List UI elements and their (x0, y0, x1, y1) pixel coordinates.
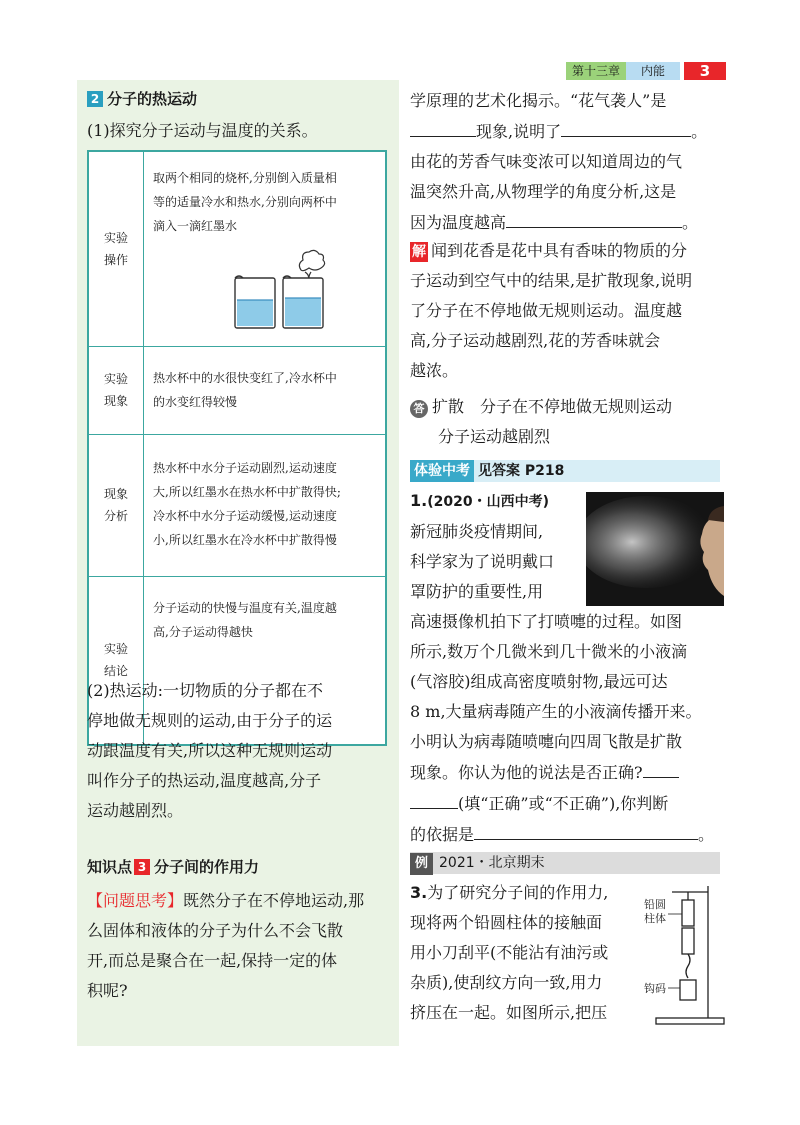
solution-block: 解 闻到花香是花中具有香味的物质的分 子运动到空气中的结果,是扩散现象,说明 了分子在不停地做无规则运动。温度越 高,分子运动越剧烈,花的芳香味就会 越浓。 (410, 241, 693, 380)
experiment-table (87, 150, 387, 746)
example-tag: 例 (410, 853, 433, 875)
table-row (89, 152, 385, 347)
example-source: 2021・北京期末 (439, 855, 545, 871)
section-number: 2 (87, 91, 103, 107)
row-content: 分子运动的快慢与温度有关,温度越 高,分子运动得越快 (153, 601, 337, 639)
kp-number: 3 (134, 859, 150, 875)
chapter-label: 第十三章 (566, 62, 626, 80)
row-content: 热水杯中的水很快变红了,冷水杯中 的水变红得较慢 (153, 371, 337, 409)
answer-tag: 答 (410, 400, 428, 418)
page-header (566, 62, 726, 80)
section-title (87, 88, 197, 109)
item-2: (2)热运动:一切物质的分子都在不 停地做无规则的运动,由于分子的运 动跟温度有关,所以这种无规则运动 叫作分子的热运动,温度越高,分子 运动越剧烈。 (87, 681, 333, 820)
label-lead: 铅圆 (644, 898, 666, 911)
page-number: 3 (684, 62, 726, 80)
left-column (77, 80, 399, 1046)
row-label: 实验 操作 (89, 152, 144, 346)
exam-practice-tag: 体验中考 (410, 460, 474, 482)
row-label: 实验 结论 (89, 576, 144, 744)
row-content: 热水杯中水分子运动剧烈,运动速度 大,所以红墨水在热水杯中扩散得快; 冷水杯中水分子运动缓慢,运动速度 小,所以红墨水在冷水杯中扩散得慢 (153, 461, 341, 547)
beakers-illustration (231, 248, 331, 334)
question-1: 1.(2020・山西中考) 新冠肺炎疫情期间, 科学家为了说明戴口 罩防护的重要性,用 高速摄像机拍下了打喷嚏的过程。如图 所示,数万个几微米到几十微米的小液滴 (气溶胶)组成高密度喷射物,最远可达 8 m,大量病毒随产生的小液滴传播开来。 小明认为病毒随喷嚏向四周飞散是扩散 现象。你认为他的说法是否正确? (填“正确”或“不正确”),你判断 的依据是 。 (410, 491, 715, 844)
right-top-text: 学原理的艺术化揭示。“花气袭人”是 现象,说明了 。 由花的芳香气味变浓可以知道周边的气 温突然升高,从物理学的角度分析,这是 因为温度越高 。 (410, 91, 708, 232)
section-label: 内能 (626, 62, 680, 80)
example-bar (410, 852, 720, 874)
section-title-text: 分子的热运动 (107, 90, 198, 108)
label-weight: 钩码 (644, 982, 666, 995)
answer-reference: 见答案 P218 (478, 463, 565, 479)
sneeze-photo (586, 492, 724, 606)
question-3: 3.为了研究分子间的作用力, 现将两个铅圆柱体的接触面 用小刀刮平(不能沾有油污或 杂质),使刮纹方向一致,用力 挤压在一起。如图所示,把压 (410, 883, 609, 1022)
exam-practice-bar (410, 460, 720, 482)
question-tag: 【问题思考】 (87, 891, 184, 910)
row-label: 实验 现象 (89, 346, 144, 434)
solution-tag: 解 (412, 244, 426, 260)
question-think: 【问题思考】既然分子在不停地运动,那 么固体和液体的分子为什么不会飞散 开,而总是聚合在一起,保持一定的体 积呢? (87, 891, 365, 1000)
item-1: (1)探究分子运动与温度的关系。 (87, 121, 318, 140)
lead-cylinder-apparatus (636, 880, 726, 1030)
answer-block: 答 扩散 分子在不停地做无规则运动 分子运动越剧烈 (410, 392, 730, 452)
label-cylinder: 柱体 (644, 912, 666, 925)
table-row (89, 346, 385, 435)
row-content: 取两个相同的烧杯,分别倒入质量相 等的适量冷水和热水,分别向两杯中 滴入一滴红墨水 (153, 171, 337, 233)
row-label: 现象 分析 (89, 434, 144, 576)
table-row (89, 434, 385, 577)
knowledge-point-title: 知识点 3 分子间的作用力 (87, 858, 260, 876)
